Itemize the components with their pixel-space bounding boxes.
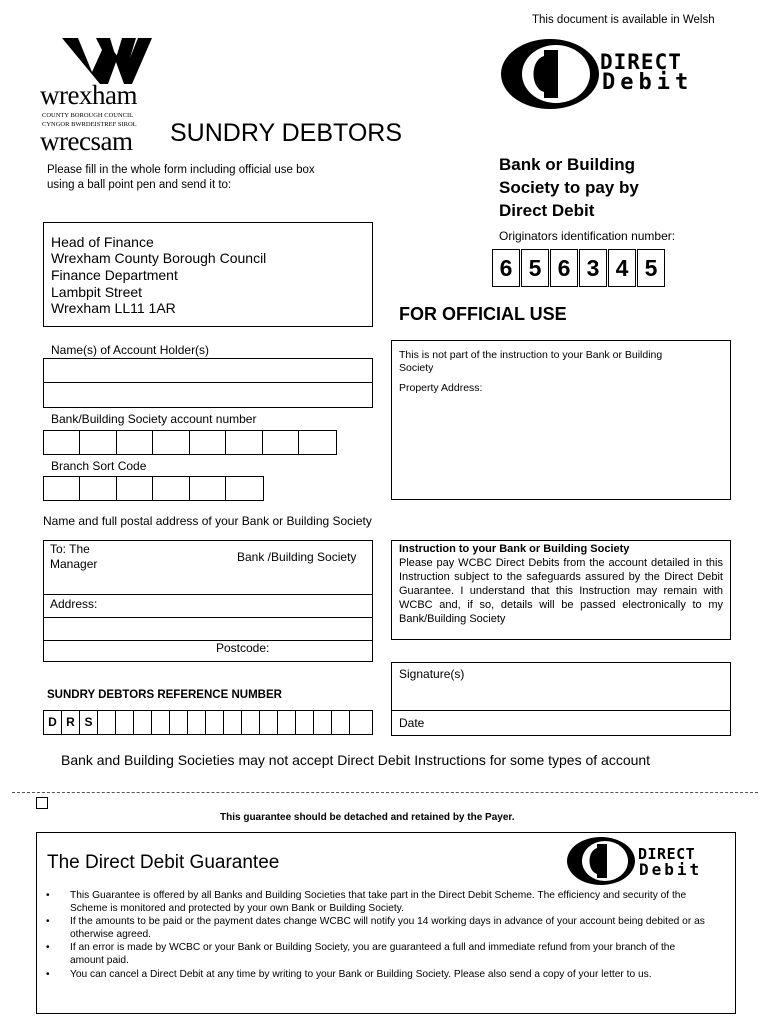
account-number-digit[interactable] <box>79 430 117 455</box>
official-use-note-2: Society <box>399 362 434 374</box>
direct-debit-word-2: Debit <box>639 860 703 879</box>
account-number-field[interactable] <box>43 430 337 455</box>
council-subtitle-english: COUNTY BOROUGH COUNCIL <box>42 112 134 119</box>
official-use-box <box>391 340 731 500</box>
reference-digit-cell[interactable] <box>115 710 134 735</box>
reference-prefix-cell: S <box>79 710 98 735</box>
reference-digit-cell[interactable] <box>133 710 152 735</box>
account-number-digit[interactable] <box>225 430 263 455</box>
guarantee-item <box>44 969 708 982</box>
direct-debit-emblem-icon <box>567 836 637 886</box>
reference-prefix-cell: R <box>61 710 80 735</box>
bullet: • <box>46 968 50 980</box>
reference-digit-cell[interactable] <box>349 710 373 735</box>
account-number-label: Bank/Building Society account number <box>51 412 257 426</box>
council-name-welsh: wrecsam <box>40 126 133 156</box>
originator-label: Originators identification number: <box>499 229 676 243</box>
account-number-digit[interactable] <box>43 430 80 455</box>
bank-address-box[interactable] <box>43 540 373 662</box>
account-number-digit[interactable] <box>262 430 299 455</box>
bullet: • <box>46 942 50 954</box>
address-line: Lambpit Street <box>51 284 143 300</box>
reference-digit-cell[interactable] <box>205 710 224 735</box>
disclaimer: Bank and Building Societies may not accept Direct Debit Instructions for some types of account <box>61 752 651 768</box>
sort-code-digit[interactable] <box>79 476 117 501</box>
account-holder-field-1[interactable] <box>43 358 373 383</box>
reference-digit-cell[interactable] <box>313 710 332 735</box>
divider <box>44 617 372 618</box>
originator-number <box>492 249 672 287</box>
scissors-checkbox[interactable] <box>36 797 48 809</box>
sort-code-digit[interactable] <box>43 476 80 501</box>
divider <box>392 710 730 711</box>
instructions-line-1: Please fill in the whole form including official use box <box>47 164 315 176</box>
page-title: SUNDRY DEBTORS <box>170 119 403 147</box>
reference-digit-cell[interactable] <box>241 710 260 735</box>
guarantee-item-text: You can cancel a Direct Debit at any time by writing to your Bank or Building Society. Please also send a copy of your letter to us. <box>70 968 652 980</box>
date-label: Date <box>399 716 425 730</box>
signature-date-box[interactable] <box>391 662 731 736</box>
originator-digit: 6 <box>492 249 520 287</box>
reference-digit-cell[interactable] <box>259 710 278 735</box>
detach-line <box>12 792 758 793</box>
direct-debit-word-1: DIRECT <box>600 50 682 74</box>
guarantee-item-text: If the amounts to be paid or the payment dates change WCBC will notify you 14 working days in advance of your account being debited or as otherwise agreed. <box>70 916 705 940</box>
instruction-heading: Instruction to your Bank or Building Society <box>399 543 630 555</box>
direct-debit-logo-small <box>567 836 727 886</box>
direct-debit-emblem-icon <box>500 38 602 110</box>
detach-note: This guarantee should be detached and retained by the Payer. <box>220 812 515 823</box>
reference-digit-cell[interactable] <box>295 710 314 735</box>
property-address-label: Property Address: <box>399 382 483 394</box>
manager-label: Manager <box>50 557 98 571</box>
sort-code-digit[interactable] <box>189 476 226 501</box>
divider <box>44 640 372 641</box>
direct-debit-word-2: Debit <box>602 70 694 95</box>
address-line: Head of Finance <box>51 234 154 250</box>
council-name-english: wrexham <box>40 80 137 110</box>
reference-digit-cell[interactable] <box>151 710 170 735</box>
sort-code-digit[interactable] <box>116 476 153 501</box>
sort-code-label: Branch Sort Code <box>51 459 147 473</box>
guarantee-item <box>44 942 708 967</box>
originator-digit: 5 <box>521 249 549 287</box>
direct-debit-word-1: DIRECT <box>638 845 696 863</box>
address-line: Wrexham County Borough Council <box>51 250 267 266</box>
welsh-availability-note: This document is available in Welsh <box>532 14 715 26</box>
account-number-digit[interactable] <box>189 430 226 455</box>
guarantee-item-text: This Guarantee is offered by all Banks and Building Societies that take part in the Direct Debit Scheme. The efficiency and security of the Scheme is monitored and protected by your own Bank or Building Society. <box>70 890 687 914</box>
instruction-body: Please pay WCBC Direct Debits from the account detailed in this Instruction subject to the safeguards assured by the Direct Debit Guarantee. I understand that this Instruction may remain with WCBC and, if so, details will be passed electronically to my Bank/Building Society <box>399 557 723 625</box>
originator-digit: 6 <box>550 249 578 287</box>
guarantee-item <box>44 916 708 941</box>
reference-number-field[interactable] <box>43 710 373 735</box>
guarantee-item-text: If an error is made by WCBC or your Bank or Building Society, you are guaranteed a full and immediate refund from your branch of the amount paid. <box>70 942 676 966</box>
reference-digit-cell[interactable] <box>223 710 242 735</box>
address-line: Wrexham LL11 1AR <box>51 300 176 316</box>
form-heading-line-1: Bank or Building <box>499 155 635 174</box>
sort-code-digit[interactable] <box>152 476 190 501</box>
council-subtitle-welsh: CYNGOR BWRDEISTREF SIROL <box>42 121 137 128</box>
account-number-digit[interactable] <box>116 430 153 455</box>
bullet: • <box>46 916 50 928</box>
bullet: • <box>46 890 50 901</box>
reference-digit-cell[interactable] <box>187 710 206 735</box>
sort-code-digit[interactable] <box>225 476 264 501</box>
official-use-heading: FOR OFFICIAL USE <box>399 304 567 324</box>
originator-digit: 3 <box>579 249 607 287</box>
bank-address-label: Name and full postal address of your Bank or Building Society <box>43 514 372 528</box>
bank-address-line-label: Address: <box>50 597 98 611</box>
direct-debit-logo <box>500 38 725 110</box>
instruction-box <box>391 540 731 640</box>
originator-digit: 4 <box>608 249 636 287</box>
account-number-digit[interactable] <box>152 430 190 455</box>
bank-building-society-label: Bank /Building Society <box>237 550 357 564</box>
official-use-note: This is not part of the instruction to your Bank or Building <box>399 349 663 361</box>
originator-digit: 5 <box>637 249 665 287</box>
reference-number-label: SUNDRY DEBTORS REFERENCE NUMBER <box>47 689 282 701</box>
guarantee-list <box>44 890 708 982</box>
return-address-box <box>43 222 373 327</box>
reference-digit-cell[interactable] <box>277 710 296 735</box>
instructions-line-2: using a ball point pen and send it to: <box>47 179 232 191</box>
form-heading-line-3: Direct Debit <box>499 201 595 220</box>
divider <box>44 594 372 595</box>
account-number-digit[interactable] <box>298 430 337 455</box>
signature-label: Signature(s) <box>399 667 465 681</box>
council-logo <box>40 36 160 156</box>
to-the-label: To: The <box>50 542 90 556</box>
address-line: Finance Department <box>51 267 178 283</box>
form-heading-line-2: Society to pay by <box>499 178 639 197</box>
account-holder-field-2[interactable] <box>43 382 373 408</box>
guarantee-item <box>44 890 708 915</box>
reference-digit-cell[interactable] <box>169 710 188 735</box>
account-holder-label: Name(s) of Account Holder(s) <box>51 343 210 357</box>
guarantee-title: The Direct Debit Guarantee <box>47 852 280 873</box>
reference-digit-cell[interactable] <box>97 710 116 735</box>
reference-digit-cell[interactable] <box>331 710 350 735</box>
sort-code-field[interactable] <box>43 476 264 501</box>
reference-prefix-cell: D <box>43 710 62 735</box>
postcode-label: Postcode: <box>216 641 270 655</box>
